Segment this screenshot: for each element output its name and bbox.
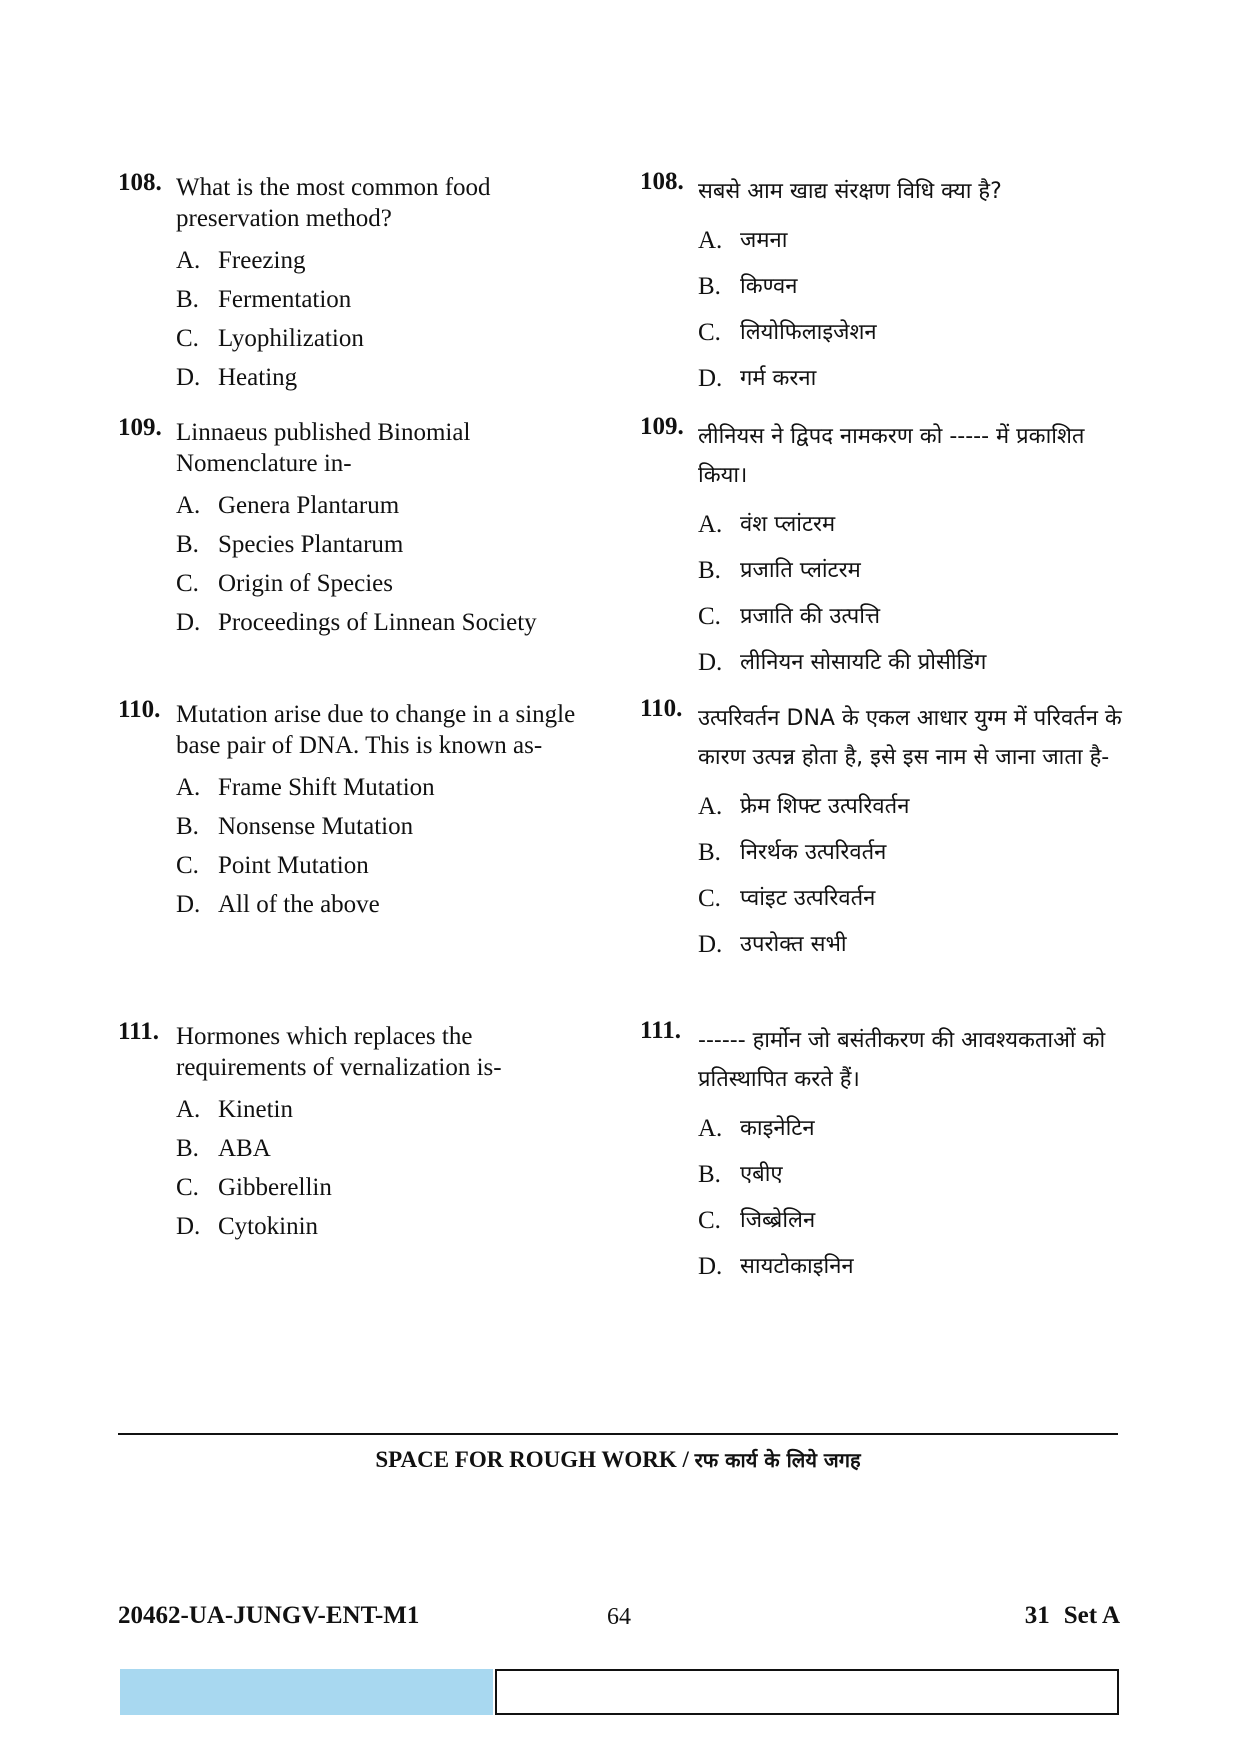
- question-number: 111.: [640, 1017, 681, 1044]
- option-c: [698, 594, 1140, 640]
- option-c: [176, 846, 588, 885]
- option-text: Fermentation: [218, 286, 352, 313]
- rough-work-english: SPACE FOR ROUGH WORK /: [375, 1447, 689, 1472]
- option-text: Cytokinin: [218, 1213, 319, 1240]
- option-label: C.: [698, 885, 721, 912]
- rough-work-hindi: रफ कार्य के लिये जगह: [694, 1448, 861, 1472]
- option-text: सायटोकाइनिन: [740, 1254, 854, 1279]
- option-text: All of the above: [218, 891, 380, 918]
- option-c: [176, 564, 588, 603]
- option-label: B.: [176, 531, 199, 558]
- page-number: 64: [607, 1604, 631, 1630]
- option-a: [698, 784, 1140, 830]
- option-b: [698, 548, 1140, 594]
- option-label: C.: [176, 1174, 199, 1201]
- option-text: फ्रेम शिफ्ट उत्परिवर्तन: [740, 794, 910, 819]
- option-text: Genera Plantarum: [218, 492, 400, 519]
- option-a: [698, 218, 1140, 264]
- option-label: B.: [176, 813, 199, 840]
- option-label: D.: [698, 931, 723, 958]
- question-text: ------ हार्मोन जो बसंतीकरण की आवश्यकताओं को प्रतिस्थापित करते हैं।: [698, 1028, 1106, 1092]
- option-text: जिब्ब्रेलिन: [740, 1208, 816, 1233]
- option-c: [176, 1168, 588, 1207]
- option-text: Heating: [218, 364, 298, 391]
- option-label: C.: [176, 852, 199, 879]
- option-text: एबीए: [740, 1162, 783, 1187]
- option-b: [176, 807, 588, 846]
- question-number: 108.: [118, 169, 162, 196]
- option-label: D.: [176, 609, 201, 636]
- option-a: [176, 768, 588, 807]
- option-a: [698, 502, 1140, 548]
- question-111-hi: [640, 1017, 1140, 1290]
- option-label: A.: [176, 247, 201, 274]
- option-text: Species Plantarum: [218, 531, 404, 558]
- option-label: C.: [698, 319, 721, 346]
- option-text: Nonsense Mutation: [218, 813, 414, 840]
- option-label: B.: [698, 557, 721, 584]
- option-label: A.: [698, 511, 723, 538]
- question-110-hi: [640, 695, 1140, 1021]
- question-text: Hormones which replaces the requirements of vernalization is-: [176, 1023, 502, 1081]
- question-number: 111.: [118, 1018, 159, 1045]
- question-109-hi: [640, 413, 1140, 699]
- options-list: [698, 502, 1140, 686]
- option-label: B.: [176, 286, 199, 313]
- question-number: 109.: [118, 414, 162, 441]
- option-text: Proceedings of Linnean Society: [218, 609, 537, 636]
- set-number: 31: [1024, 1602, 1050, 1629]
- hindi-column: [640, 168, 1140, 1290]
- option-label: D.: [698, 1253, 723, 1280]
- option-d: [176, 885, 588, 924]
- option-text: Frame Shift Mutation: [218, 774, 435, 801]
- option-label: C.: [176, 570, 199, 597]
- option-a: [698, 1106, 1140, 1152]
- option-c: [698, 876, 1140, 922]
- question-number: 110.: [640, 695, 683, 722]
- option-text: गर्म करना: [740, 366, 817, 391]
- option-text: प्रजाति की उत्पत्ति: [740, 604, 881, 629]
- option-text: निरर्थक उत्परिवर्तन: [740, 840, 887, 865]
- option-a: [176, 241, 588, 280]
- option-d: [698, 922, 1140, 968]
- options-list: [698, 218, 1140, 402]
- question-text: Mutation arise due to change in a single base pair of DNA. This is known as-: [176, 701, 576, 759]
- option-label: C.: [698, 1207, 721, 1234]
- option-a: [176, 1090, 588, 1129]
- question-111-en: [118, 1018, 588, 1246]
- options-list: [698, 1106, 1140, 1290]
- options-list: [176, 768, 588, 924]
- option-text: Freezing: [218, 247, 306, 274]
- option-label: B.: [698, 1161, 721, 1188]
- option-text: प्रजाति प्लांटरम: [740, 558, 861, 583]
- options-list: [698, 784, 1140, 968]
- option-text: Kinetin: [218, 1096, 293, 1123]
- option-b: [698, 1152, 1140, 1198]
- option-b: [176, 280, 588, 319]
- option-d: [176, 1207, 588, 1246]
- option-label: A.: [176, 492, 201, 519]
- option-label: C.: [176, 325, 199, 352]
- option-label: D.: [176, 364, 201, 391]
- question-110-en: [118, 696, 588, 1021]
- question-text: What is the most common food preservation method?: [176, 174, 491, 232]
- option-label: A.: [176, 774, 201, 801]
- question-text: Linnaeus published Binomial Nomenclature in-: [176, 419, 471, 477]
- question-108-en: [118, 169, 588, 417]
- option-c: [698, 1198, 1140, 1244]
- option-label: D.: [176, 891, 201, 918]
- option-label: A.: [176, 1096, 201, 1123]
- question-text: सबसे आम खाद्य संरक्षण विधि क्या है?: [698, 179, 1002, 204]
- option-d: [698, 1244, 1140, 1290]
- option-label: B.: [176, 1135, 199, 1162]
- option-a: [176, 486, 588, 525]
- option-text: उपरोक्त सभी: [740, 932, 847, 957]
- question-text: उत्परिवर्तन DNA के एकल आधार युग्म में परिवर्तन के कारण उत्पन्न होता है, इसे इस नाम से जाना जाता है-: [698, 706, 1122, 770]
- set-info: [1025, 1602, 1120, 1630]
- option-label: D.: [176, 1213, 201, 1240]
- option-c: [698, 310, 1140, 356]
- question-number: 109.: [640, 413, 684, 440]
- option-text: लीनियन सोसायटि की प्रोसीडिंग: [740, 650, 987, 675]
- shaded-bar: [120, 1669, 493, 1715]
- option-b: [698, 264, 1140, 310]
- question-text: लीनियस ने द्विपद नामकरण को ----- में प्रकाशित किया।: [698, 424, 1085, 488]
- option-label: B.: [698, 839, 721, 866]
- option-text: वंश प्लांटरम: [740, 512, 836, 537]
- option-text: काइनेटिन: [740, 1116, 815, 1141]
- option-label: C.: [698, 603, 721, 630]
- option-b: [176, 1129, 588, 1168]
- question-108-hi: [640, 168, 1140, 417]
- option-label: A.: [698, 1115, 723, 1142]
- option-text: जमना: [740, 228, 788, 253]
- options-list: [176, 241, 588, 397]
- option-label: D.: [698, 649, 723, 676]
- option-c: [176, 319, 588, 358]
- option-d: [698, 640, 1140, 686]
- option-label: D.: [698, 365, 723, 392]
- option-b: [176, 525, 588, 564]
- option-b: [698, 830, 1140, 876]
- option-text: Lyophilization: [218, 325, 364, 352]
- set-label: Set A: [1063, 1602, 1120, 1629]
- rough-work-heading: [118, 1446, 1118, 1473]
- question-109-en: [118, 414, 588, 699]
- english-column: [118, 169, 588, 1246]
- option-label: B.: [698, 273, 721, 300]
- option-text: Gibberellin: [218, 1174, 332, 1201]
- rough-work-divider: [118, 1433, 1118, 1435]
- option-text: ABA: [218, 1135, 271, 1162]
- option-text: प्वांइट उत्परिवर्तन: [740, 886, 876, 911]
- options-list: [176, 1090, 588, 1246]
- option-text: Origin of Species: [218, 570, 393, 597]
- question-number: 108.: [640, 168, 684, 195]
- option-text: लियोफिलाइजेशन: [740, 320, 877, 345]
- option-d: [176, 603, 588, 642]
- option-d: [698, 356, 1140, 402]
- question-number: 110.: [118, 696, 161, 723]
- options-list: [176, 486, 588, 642]
- option-d: [176, 358, 588, 397]
- option-text: किण्वन: [740, 274, 798, 299]
- paper-code: 20462-UA-JUNGV-ENT-M1: [118, 1602, 420, 1629]
- blank-box: [495, 1669, 1119, 1715]
- option-label: A.: [698, 227, 723, 254]
- option-text: Point Mutation: [218, 852, 369, 879]
- option-label: A.: [698, 793, 723, 820]
